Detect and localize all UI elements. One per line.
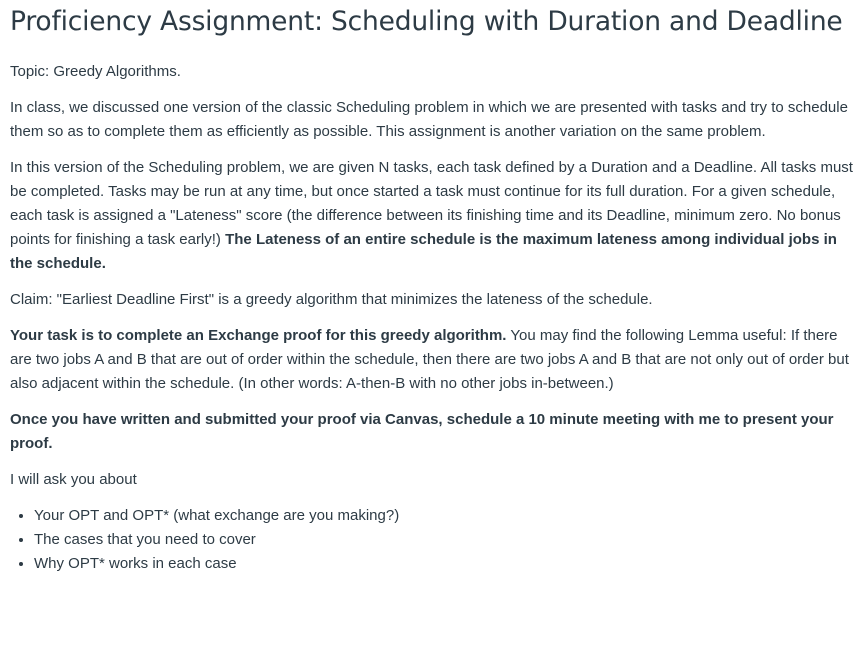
topic-text: Topic: Greedy Algorithms. [10, 63, 181, 80]
version-text: In this version of the Scheduling problem, we are given N tasks, each task defined by a Duration and a Deadline. All tasks must be completed. Tasks may be run at any time, but once started a task must continue for its full duration. For a given schedule, each task is assigned a "Lateness" score (the difference between its finishing time and its Deadline, minimum zero. No bonus points for finishing a task early!) [10, 159, 853, 248]
page-title: Proficiency Assignment: Scheduling with Duration and Deadline [10, 6, 843, 37]
claim-paragraph: Claim: "Earliest Deadline First" is a greedy algorithm that minimizes the lateness of the schedule. [10, 291, 653, 308]
ask-list [10, 504, 856, 576]
list-item: • Why OPT* works in each case [34, 552, 856, 576]
task-text: You may find the following Lemma useful: If there are two jobs A and B that are out of order within the schedule, then there are two jobs A and B that are not only out of order but also adjacent within the schedule. (In other words: A-then-B with no other jobs in-between.) [10, 327, 849, 392]
list-item: • The cases that you need to cover [34, 528, 856, 552]
task-paragraph [10, 324, 856, 396]
list-item: • Your OPT and OPT* (what exchange are you making?) [34, 504, 856, 528]
ask-intro: I will ask you about [10, 471, 137, 488]
task-bold-text: Your task is to complete an Exchange proof for this greedy algorithm. [10, 327, 507, 344]
version-paragraph [10, 156, 856, 276]
submit-paragraph [10, 408, 856, 456]
submit-bold-text: Once you have written and submitted your proof via Canvas, schedule a 10 minute meeting with me to present your proof. [10, 411, 834, 452]
intro-paragraph: In class, we discussed one version of the classic Scheduling problem in which we are presented with tasks and try to schedule them so as to complete them as efficiently as possible. This assignment is another variation on the same problem. [10, 99, 848, 140]
version-bold-text: The Lateness of an entire schedule is the maximum lateness among individual jobs in the schedule. [10, 231, 837, 272]
